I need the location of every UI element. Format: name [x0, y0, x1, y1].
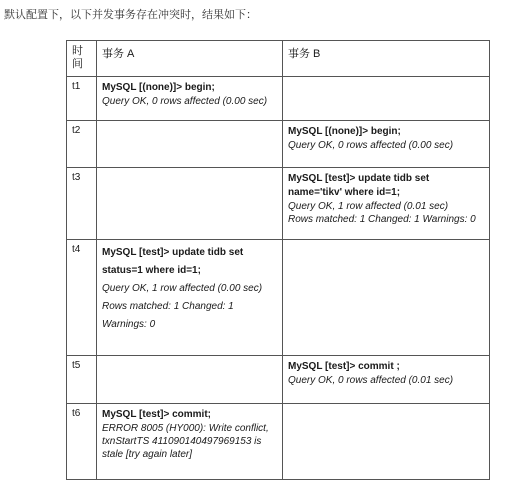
sql-command: MySQL [test]> commit; — [102, 409, 211, 420]
sql-command: MySQL [(none)]> begin; — [102, 82, 215, 93]
time-cell: t4 — [67, 240, 97, 356]
tx-a-cell — [97, 404, 283, 480]
time-cell: t3 — [67, 168, 97, 240]
tx-b-cell — [283, 77, 490, 121]
tx-a-cell — [97, 77, 283, 121]
sql-result: Warnings: 0 — [102, 319, 156, 330]
time-cell: t2 — [67, 121, 97, 168]
time-cell: t1 — [67, 77, 97, 121]
transaction-table — [66, 40, 490, 480]
table-row — [67, 121, 490, 168]
tx-b-cell — [283, 404, 490, 480]
sql-command: MySQL [test]> update tidb set name='tikv' where id=1; — [288, 173, 430, 198]
sql-command: MySQL [(none)]> begin; — [288, 126, 401, 137]
sql-result: Query OK, 0 rows affected (0.01 sec) — [288, 375, 454, 386]
tx-b-cell — [283, 121, 490, 168]
time-cell: t6 — [67, 404, 97, 480]
header-tx-b: 事务 B — [283, 41, 490, 77]
table-row — [67, 356, 490, 404]
tx-a-cell — [97, 121, 283, 168]
sql-result: Query OK, 0 rows affected (0.00 sec) — [102, 96, 268, 107]
header-time: 时间 — [67, 41, 97, 77]
intro-text: 默认配置下，以下并发事务存在冲突时，结果如下： — [4, 9, 257, 21]
tx-b-cell — [283, 356, 490, 404]
sql-command: MySQL [test]> commit ; — [288, 361, 400, 372]
tx-b-cell — [283, 168, 490, 240]
tx-a-cell — [97, 356, 283, 404]
tx-b-cell — [283, 240, 490, 356]
sql-result: Query OK, 1 row affected (0.01 sec) — [288, 201, 449, 212]
table-row — [67, 168, 490, 240]
sql-result: Rows matched: 1 Changed: 1 — [102, 301, 234, 312]
time-cell: t5 — [67, 356, 97, 404]
table-row — [67, 404, 490, 480]
table-row — [67, 77, 490, 121]
table-row — [67, 240, 490, 356]
sql-result: Query OK, 1 row affected (0.00 sec) — [102, 283, 263, 294]
table-header-row — [67, 41, 490, 77]
tx-a-cell — [97, 168, 283, 240]
sql-result: Query OK, 0 rows affected (0.00 sec) — [288, 140, 454, 151]
sql-result: ERROR 8005 (HY000): Write conflict, txnStartTS 411090140497969153 is stale [try again later] — [102, 423, 269, 460]
sql-command: MySQL [test]> update tidb set status=1 where id=1; — [102, 247, 244, 276]
sql-result: Rows matched: 1 Changed: 1 Warnings: 0 — [288, 214, 476, 225]
tx-a-cell — [97, 240, 283, 356]
header-tx-a: 事务 A — [97, 41, 283, 77]
